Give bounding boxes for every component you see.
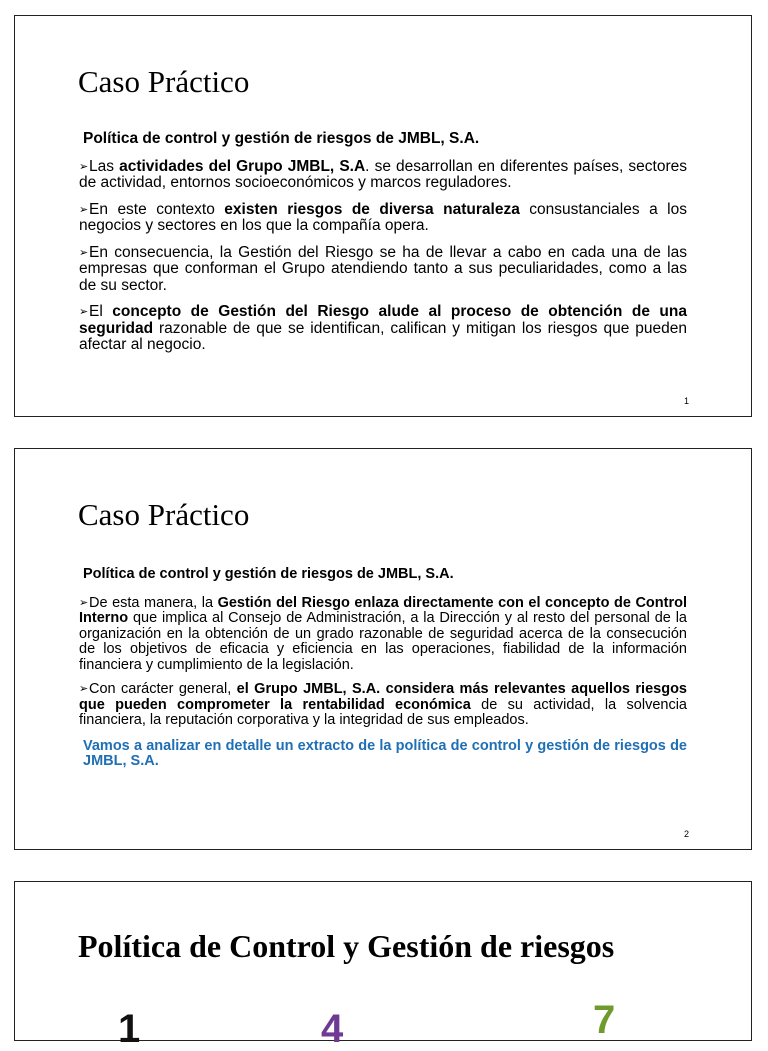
slide-1 bbox=[14, 15, 752, 417]
arrow-bullet-icon: ➢ bbox=[79, 203, 89, 216]
bullet-bold-text: el Grupo JMBL, S.A. considera más relevantes aquellos riesgos que pueden comprometer la rentabilidad económica bbox=[79, 681, 687, 713]
bullet-bold-text: actividades del Grupo JMBL, S.A bbox=[119, 157, 366, 175]
arrow-bullet-icon: ➢ bbox=[79, 683, 89, 695]
bullet-item bbox=[79, 245, 687, 295]
bullet-bold-text: concepto de Gestión del Riesgo alude al proceso de obtención de una seguridad bbox=[79, 303, 687, 337]
slide-2 bbox=[14, 448, 752, 850]
bullet-text: En consecuencia, la Gestión del Riesgo se ha de llevar a cabo en cada una de las empresas que conforman el Grupo atendiendo tanto a sus peculiaridades, como a las de su sector. bbox=[79, 243, 687, 294]
bullet-item bbox=[79, 304, 687, 354]
slide-title: Política de Control y Gestión de riesgos bbox=[78, 928, 615, 964]
slide-subtitle: Política de control y gestión de riesgos de JMBL, S.A. bbox=[83, 566, 454, 582]
bullet-text: de su actividad, la solvencia financiera, la reputación corporativa y la integridad de sus empleados. bbox=[79, 696, 687, 728]
slide-content bbox=[79, 131, 687, 364]
page-number: 1 bbox=[683, 396, 689, 406]
slide-subtitle: Política de control y gestión de riesgos de JMBL, S.A. bbox=[83, 130, 480, 147]
arrow-bullet-icon: ➢ bbox=[79, 306, 89, 318]
arrow-bullet-icon: ➢ bbox=[79, 596, 89, 609]
slide-title: Caso Práctico bbox=[78, 64, 250, 99]
slide-content bbox=[79, 567, 687, 770]
bullet-bold-text: existen riesgos de diversa naturaleza bbox=[224, 200, 520, 218]
number-one: 1 bbox=[118, 1007, 141, 1051]
bullet-text: Con carácter general, bbox=[89, 681, 237, 697]
number-seven: 7 bbox=[593, 998, 616, 1042]
slide-title: Caso Práctico bbox=[78, 497, 250, 532]
number-four: 4 bbox=[321, 1007, 344, 1051]
bullet-text: . se desarrollan en diferentes países, sectores de actividad, entornos socioeconómicos y marcos reguladores. bbox=[79, 157, 687, 191]
bullet-text: El bbox=[89, 303, 113, 320]
page-number: 2 bbox=[683, 829, 689, 839]
arrow-bullet-icon: ➢ bbox=[79, 246, 89, 259]
arrow-bullet-icon: ➢ bbox=[79, 160, 89, 173]
bullet-item bbox=[79, 596, 687, 674]
bullet-text: En este contexto bbox=[89, 200, 225, 218]
bullet-text: razonable de que se identifican, califican y mitigan los riesgos que pueden afectar al negocio. bbox=[79, 319, 687, 353]
bullet-item bbox=[79, 202, 687, 235]
bullet-bold-text: Gestión del Riesgo enlaza directamente con el concepto de Control Interno bbox=[79, 594, 687, 626]
highlight-text: Vamos a analizar en detalle un extracto de la política de control y gestión de riesgos de JMBL, S.A. bbox=[83, 737, 687, 769]
bullet-text: De esta manera, la bbox=[89, 594, 218, 611]
bullet-text: que implica al Consejo de Administración, a la Dirección y al resto del personal de la organización en la obtención de un grado razonable de seguridad acerca de la consecución de los objetivos de eficacia y eficiencia en las operaciones, fiabilidad de la información financiera y cumplimiento de la legislación. bbox=[79, 610, 687, 673]
bullet-text: Las bbox=[89, 157, 120, 175]
slide-3 bbox=[14, 881, 752, 1051]
bullet-item bbox=[79, 159, 687, 192]
bullet-item bbox=[79, 682, 687, 729]
bullet-text: consustanciales a los negocios y sectores en los que la compañía opera. bbox=[79, 200, 687, 234]
